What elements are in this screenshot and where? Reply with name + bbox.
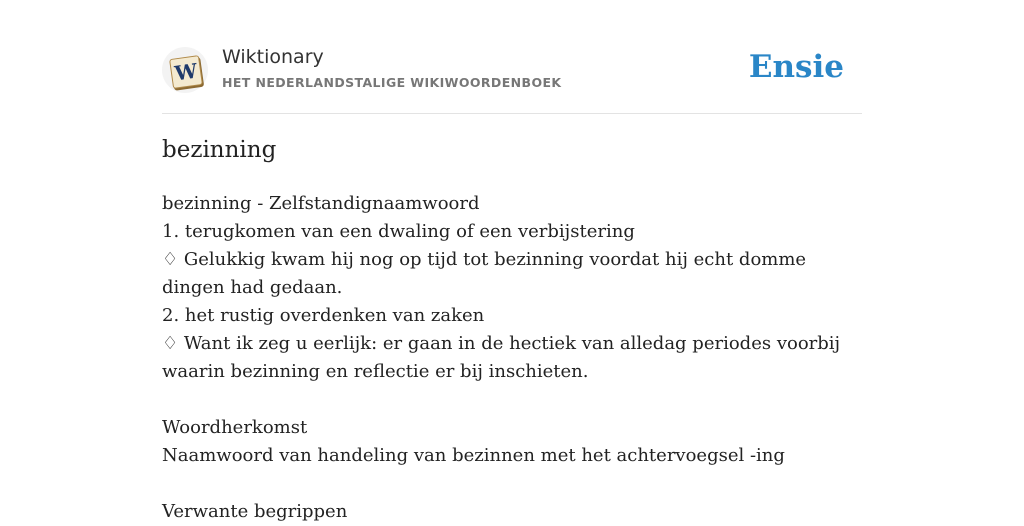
word-heading: bezinning - Zelfstandignaamwoord <box>162 193 480 214</box>
etymology-text: Naamwoord van handeling van bezinnen met het achtervoegsel -ing <box>162 445 785 466</box>
blank-line <box>162 386 867 414</box>
site-subtitle: HET NEDERLANDSTALIGE WIKIWOORDENBOEK <box>222 75 562 90</box>
example-1: ♢ Gelukkig kwam hij nog op tijd tot bezinning voordat hij echt domme dingen had gedaan. <box>162 249 807 298</box>
site-title[interactable]: Wiktionary <box>222 46 324 68</box>
etymology-heading: Woordherkomst <box>162 417 308 438</box>
related-terms-heading: Verwante begrippen <box>162 501 348 522</box>
page-title: bezinning <box>162 137 277 163</box>
logo-letter: W <box>169 55 203 89</box>
blank-line <box>162 470 867 498</box>
example-2: ♢ Want ik zeg u eerlijk: er gaan in de hectiek van alledag periodes voorbij waarin bezinning en reflectie er bij inschieten. <box>162 333 841 382</box>
definition-1: 1. terugkomen van een dwaling of een verbijstering <box>162 221 635 242</box>
site-header <box>162 44 862 96</box>
header-divider <box>162 113 862 114</box>
definition-2: 2. het rustig overdenken van zaken <box>162 305 485 326</box>
definition-content <box>162 190 867 526</box>
ensie-brand-link[interactable]: Ensie <box>748 49 844 85</box>
wiktionary-logo-icon[interactable] <box>162 47 208 93</box>
